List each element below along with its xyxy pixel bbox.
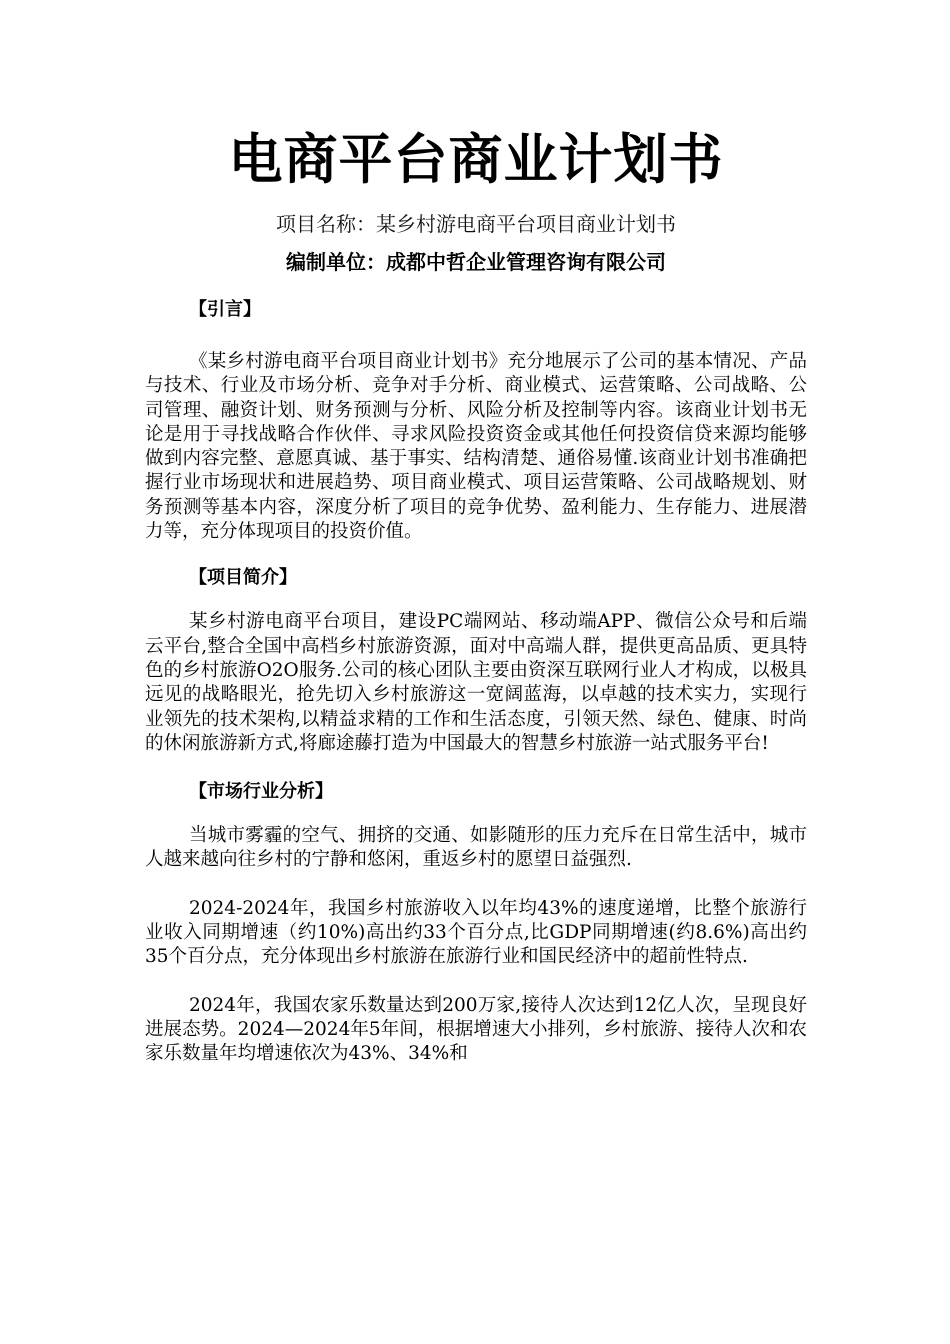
market-paragraph: 当城市雾霾的空气、拥挤的交通、如影随形的压力充斥在日常生活中，城市人越来越向往乡村的宁静和悠闲，重返乡村的愿望日益强烈.	[145, 825, 807, 871]
intro-paragraph: 《某乡村游电商平台项目商业计划书》充分地展示了公司的基本情况、产品与技术、行业及市场分析、竞争对手分析、商业模式、运营策略、公司战略、公司管理、融资计划、财务预测与分析、风险分析及控制等内容。该商业计划书无论是用于寻找战略合作伙伴、寻求风险投资资金或其他任何投资信贷来源均能够做到内容完整、意愿真诚、基于事实、结构清楚、通俗易懂.该商业计划书准确把握行业市场现状和进展趋势、项目商业模式、项目运营策略、公司战略规划、财务预测等基本内容，深度分析了项目的竞争优势、盈利能力、生存能力、进展潜力等，充分体现项目的投资价值。	[145, 351, 807, 543]
market-paragraph: 2024年，我国农家乐数量达到200万家,接待人次达到12亿人次，呈现良好进展态势。2024—2024年5年间，根据增速大小排列，乡村旅游、接待人次和农家乐数量年均增速依次为43%、34%和	[145, 994, 807, 1065]
document-title: 电商平台商业计划书	[228, 128, 724, 191]
section-heading-project: 【项目简介】	[189, 567, 297, 589]
section-heading-market: 【市场行业分析】	[189, 781, 333, 803]
market-paragraph: 2024-2024年，我国乡村旅游收入以年均43%的速度递增，比整个旅游行业收入同期增速（约10%)高出约33个百分点,比GDP同期增速(约8.6%)高出约35个百分点，充分体现出乡村旅游在旅游行业和国民经济中的超前性特点.	[145, 897, 807, 968]
document-page	[145, 118, 807, 1067]
project-paragraph: 某乡村游电商平台项目，建设PC端网站、移动端APP、微信公众号和后端云平台,整合全国中高档乡村旅游资源，面对中高端人群，提供更高品质、更具特色的乡村旅游O2O服务.公司的核心团队主要由资深互联网行业人才构成，以极具远见的战略眼光，抢先切入乡村旅游这一宽阔蓝海，以卓越的技术实力，实现行业领先的技术架构,以精益求精的工作和生活态度，引领天然、绿色、健康、时尚的休闲旅游新方式,将廊途藤打造为中国最大的智慧乡村旅游一站式服务平台!	[145, 611, 807, 754]
project-name-line: 项目名称：某乡村游电商平台项目商业计划书	[276, 212, 676, 236]
section-heading-intro: 【引言】	[189, 299, 261, 320]
organization-line: 编制单位：成都中哲企业管理咨询有限公司	[286, 250, 666, 274]
